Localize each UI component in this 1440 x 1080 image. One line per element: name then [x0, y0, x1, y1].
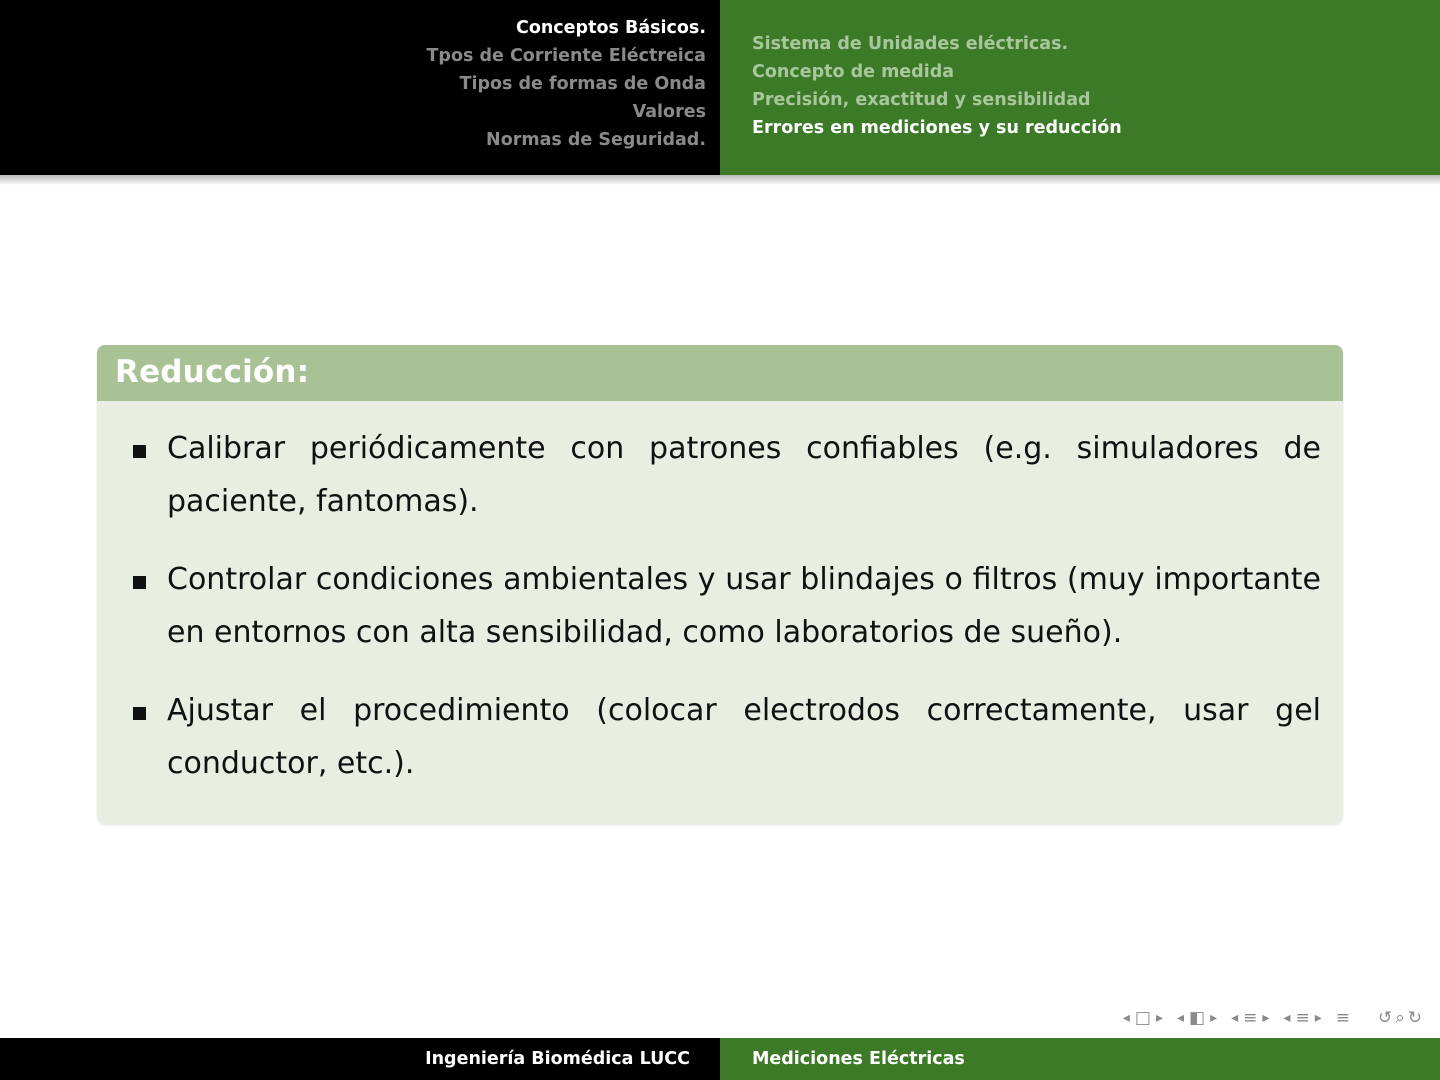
chevron-left-icon[interactable]: ◂ [1176, 1010, 1184, 1026]
slide-header [0, 0, 1440, 175]
back-icon[interactable]: ↺ [1377, 1007, 1393, 1028]
nav-item-conceptos-basicos[interactable]: Conceptos Básicos. [515, 18, 706, 38]
chevron-left-icon[interactable]: ◂ [1283, 1010, 1291, 1026]
nav-item-valores[interactable]: Valores [632, 102, 706, 122]
list-item-text: Calibrar periódicamente con patrones confiables (e.g. simuladores de paciente, fantomas). [167, 431, 1321, 519]
list-item [119, 554, 1321, 659]
header-right-nav [720, 0, 1440, 175]
list-item-text: Ajustar el procedimiento (colocar electrodos correctamente, usar gel conductor, etc.). [167, 693, 1321, 781]
chevron-right-icon[interactable]: ▸ [1155, 1010, 1163, 1026]
list-item [119, 423, 1321, 528]
slide-navigation-bar[interactable] [1123, 1000, 1422, 1036]
next-section-icon[interactable]: ≡ [1295, 1007, 1310, 1028]
header-shadow [0, 175, 1440, 185]
content-block [97, 345, 1343, 824]
nav-item-tipos-corriente[interactable]: Tpos de Corriente Eléctreica [426, 46, 706, 66]
list-item-text: Controlar condiciones ambientales y usar blindajes o filtros (muy importante en entornos con alta sensibilidad, como laboratorios de sueño). [167, 562, 1321, 650]
block-title: Reducción: [97, 345, 1343, 401]
last-slide-icon[interactable]: ≡ [1335, 1007, 1350, 1028]
nav-item-concepto-medida[interactable]: Concepto de medida [752, 62, 955, 82]
bullet-list [119, 423, 1321, 790]
square-bullet-icon [133, 707, 146, 720]
nav-item-errores-mediciones[interactable]: Errores en mediciones y su reducción [752, 118, 1122, 138]
nav-item-normas-seguridad[interactable]: Normas de Seguridad. [486, 130, 706, 150]
prev-section-icon[interactable]: ≡ [1243, 1007, 1258, 1028]
first-slide-icon[interactable]: □ [1134, 1007, 1151, 1028]
search-icon[interactable]: ⌕ [1395, 1007, 1405, 1028]
chevron-right-icon[interactable]: ▸ [1262, 1010, 1270, 1026]
footer-course-title: Mediciones Eléctricas [720, 1038, 1440, 1080]
chevron-left-icon[interactable]: ◂ [1231, 1010, 1239, 1026]
nav-item-tipos-formas-onda[interactable]: Tipos de formas de Onda [459, 74, 706, 94]
chevron-left-icon[interactable]: ◂ [1122, 1010, 1130, 1026]
square-bullet-icon [133, 576, 146, 589]
chevron-right-icon[interactable]: ▸ [1314, 1010, 1322, 1026]
prev-frame-icon[interactable]: ◧ [1189, 1007, 1206, 1028]
square-bullet-icon [133, 445, 146, 458]
header-left-nav [0, 0, 720, 175]
nav-item-precision-exactitud[interactable]: Precisión, exactitud y sensibilidad [752, 90, 1091, 110]
block-body [97, 401, 1343, 824]
forward-icon[interactable]: ↻ [1407, 1007, 1422, 1028]
nav-item-sistema-unidades[interactable]: Sistema de Unidades eléctricas. [752, 34, 1069, 54]
nav-group-next-section[interactable] [1283, 1007, 1322, 1028]
nav-group-prev-frame[interactable] [1176, 1007, 1218, 1028]
nav-group-last-slide[interactable] [1335, 1007, 1350, 1028]
slide-footer [0, 1038, 1440, 1080]
chevron-right-icon[interactable]: ▸ [1210, 1010, 1218, 1026]
zoom-controls[interactable] [1377, 1007, 1422, 1028]
nav-group-prev-section[interactable] [1231, 1007, 1270, 1028]
footer-institution: Ingeniería Biomédica LUCC [0, 1038, 720, 1080]
nav-group-first-slide[interactable] [1122, 1007, 1163, 1028]
list-item [119, 685, 1321, 790]
